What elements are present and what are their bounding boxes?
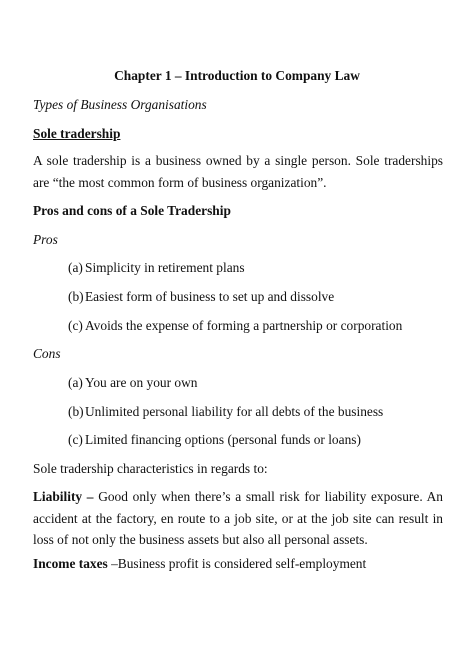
income-taxes-term: Income taxes (33, 556, 108, 571)
document-title: Chapter 1 – Introduction to Company Law (114, 68, 360, 83)
liability-text: Good only when there’s a small risk for liability exposure. An accident at the factory, en route to a job site, or at the job site can result in loss of not only the business assets but also all personal assets. (33, 489, 443, 547)
cons-list-item (68, 404, 443, 420)
list-marker: (b) (68, 404, 84, 419)
liability-term: Liability – (33, 489, 94, 504)
list-item-text: You are on your own (85, 375, 198, 390)
list-item-text: Avoids the expense of forming a partnership or corporation (85, 318, 403, 333)
list-marker: (c) (68, 318, 83, 333)
pros-list-item (68, 289, 443, 305)
pros-list-item (68, 260, 443, 276)
document-subtitle: Types of Business Organisations (33, 97, 207, 112)
pros-label: Pros (33, 232, 58, 247)
section-heading-sole-tradership: Sole tradership (33, 126, 121, 141)
cons-label: Cons (33, 346, 61, 361)
cons-list-item (68, 432, 443, 448)
list-marker: (a) (68, 260, 83, 275)
characteristics-intro: Sole tradership characteristics in regards to: (33, 461, 268, 476)
list-marker: (c) (68, 432, 83, 447)
pros-cons-heading: Pros and cons of a Sole Tradership (33, 203, 231, 218)
cons-list-item (68, 375, 443, 391)
list-item-text: Limited financing options (personal funds or loans) (85, 432, 361, 447)
intro-paragraph: A sole tradership is a business owned by a single person. Sole traderships are “the most common form of business organization”. (33, 153, 443, 190)
list-marker: (a) (68, 375, 83, 390)
pros-list-item (68, 318, 443, 334)
liability-paragraph (33, 486, 443, 551)
list-marker: (b) (68, 289, 84, 304)
list-item-text: Easiest form of business to set up and dissolve (85, 289, 335, 304)
income-taxes-text: –Business profit is considered self-employment (107, 556, 367, 571)
list-item-text: Unlimited personal liability for all debts of the business (85, 404, 384, 419)
income-taxes-paragraph (33, 556, 443, 572)
list-item-text: Simplicity in retirement plans (85, 260, 245, 275)
